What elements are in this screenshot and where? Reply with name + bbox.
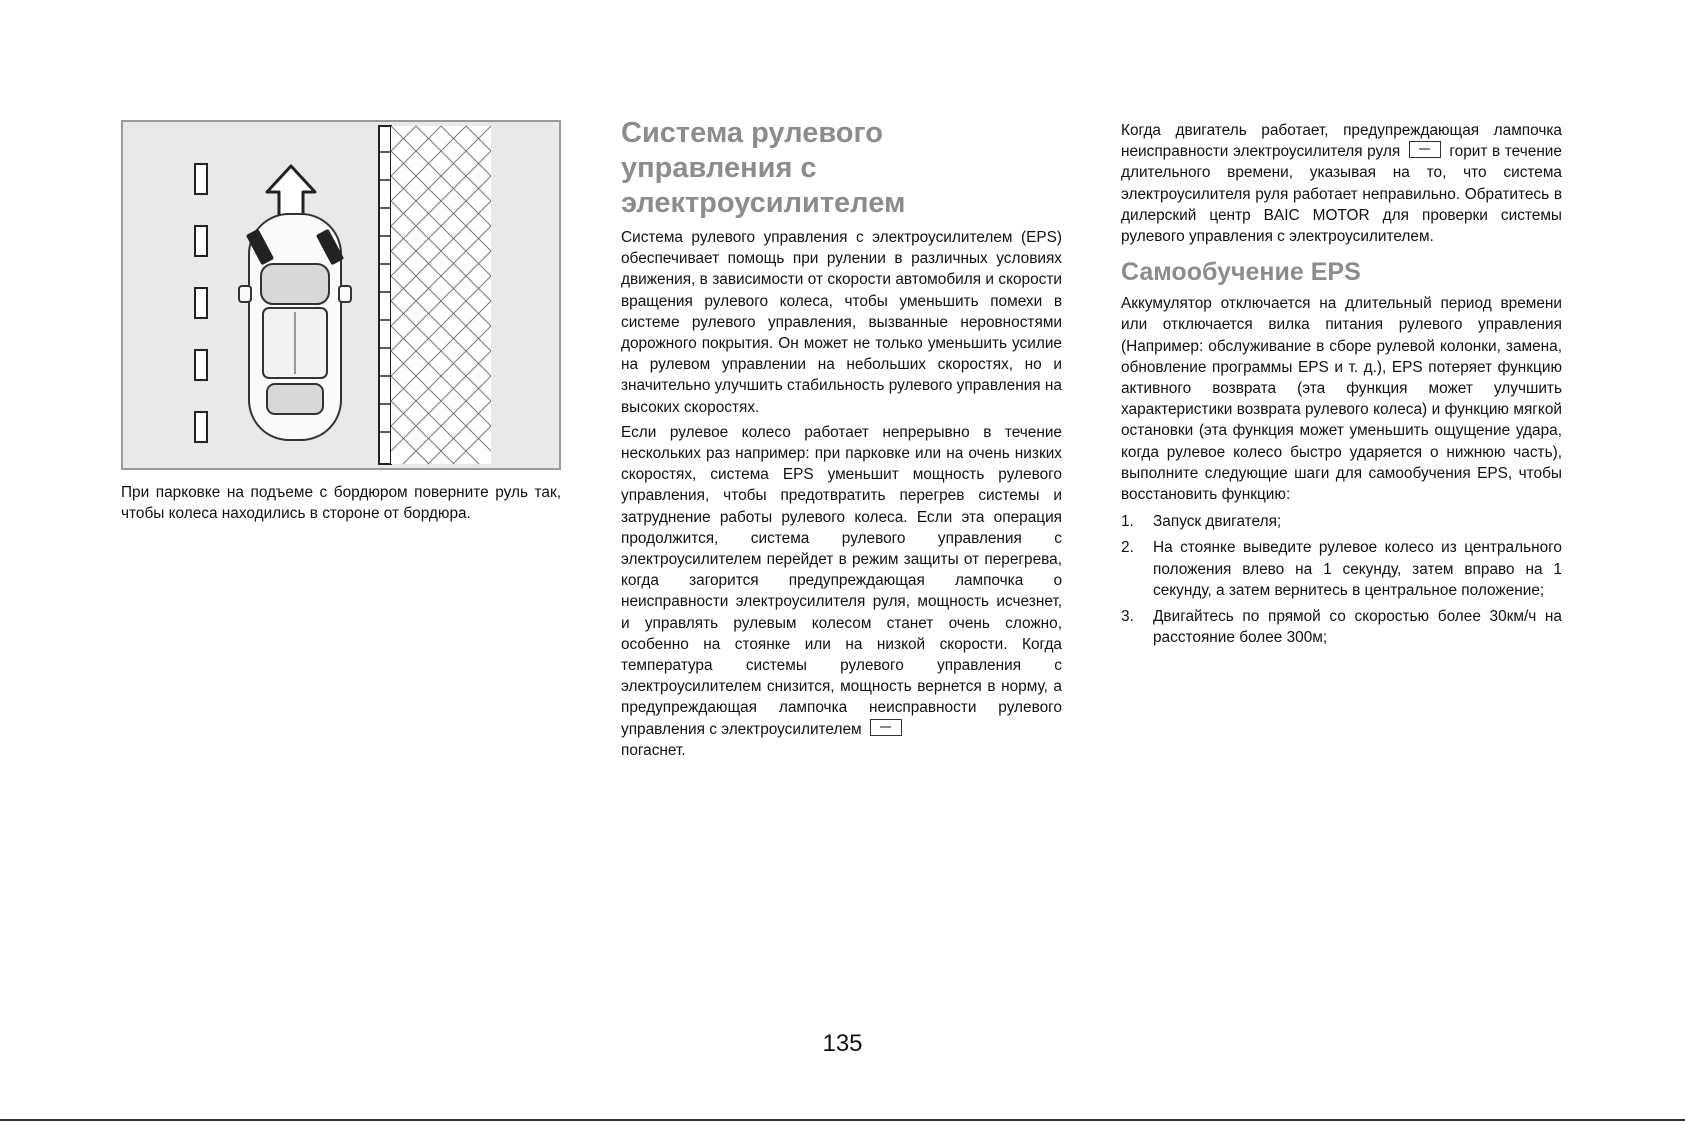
paragraph-overheat-end: погаснет. bbox=[621, 741, 686, 759]
left-column bbox=[121, 120, 561, 524]
step-number: 2. bbox=[1121, 539, 1134, 557]
list-item bbox=[1121, 606, 1562, 648]
subsection-title: Самообучение EPS bbox=[1121, 258, 1361, 287]
step-text: Запуск двигателя; bbox=[1153, 513, 1282, 531]
list-item bbox=[1121, 537, 1562, 601]
bottom-divider bbox=[0, 1119, 1685, 1121]
paragraph-warning-lamp bbox=[1121, 120, 1562, 247]
self-learning-steps bbox=[1121, 511, 1562, 648]
step-number: 3. bbox=[1121, 608, 1134, 626]
right-column bbox=[1121, 120, 1562, 653]
middle-column bbox=[621, 116, 1062, 765]
parking-illustration bbox=[121, 120, 561, 470]
step-number: 1. bbox=[1121, 513, 1134, 531]
parking-on-slope-icon bbox=[123, 122, 559, 468]
list-item bbox=[1121, 511, 1562, 532]
paragraph-eps-intro: Система рулевого управления с электроусилителем (EPS) обеспечивает помощь при рулении в различных условиях движения, в зависимости от скорости автомобиля и скорости вращения рулевого колеса, чтобы уменьшить помехи в системе рулевого управления, вызванные неровностями дорожного покрытия. Он может не только уменьшить усилие на рулевом управлении на небольших скоростях, но и значительно улучшить стабильность рулевого управления на высоких скоростях. bbox=[621, 229, 1062, 416]
page-number: 135 bbox=[822, 1030, 863, 1057]
paragraph-warning-lamp-b: горит в течение длительного времени, указывая на то, что система электроусилителя руля работает неправильно. Обратитесь в дилерский центр BAIC MOTOR для проверки системы рулевого управления с электроусилителем. bbox=[1121, 143, 1562, 246]
paragraph-warning-lamp-a: Когда двигатель работает, предупреждающая лампочка неисправности электроусилителя руля bbox=[1121, 122, 1562, 161]
paragraph-self-learning: Аккумулятор отключается на длительный период времени или отключается вилка питания рулевого управления (Например: обслуживание в сборе рулевой колонки, замена, обновление программы EPS и т. д.), EPS потеряет функцию активного возврата (эта функция может улучшить характеристики возврата рулевого колеса) и функцию мягкой остановки (эта функция может уменьшить ощущение удара, когда рулевое колесо быстро ударяется о нижнюю часть), выполните следующие шаги для самообучения EPS, чтобы восстановить функцию: bbox=[1121, 295, 1562, 504]
paragraph-overheat bbox=[621, 422, 1062, 761]
step-text: На стоянке выведите рулевое колесо из центрального положения влево на 1 секунду, затем вправо на 1 секунду, а затем вернитесь в центральное положение; bbox=[1153, 539, 1562, 599]
paragraph-overheat-text: Если рулевое колесо работает непрерывно в течение нескольких раз например: при парковке или на очень низких скоростях, система EPS уменьшит мощность рулевого управления, чтобы предотвратить перегрев системы и затруднение работы рулевого колеса. Если эта операция продолжится, система рулевого управления с электроусилителем перейдет в режим защиты от перегрева, когда загорится предупреждающая лампочка о неисправности электроусилителя руля, мощность исчезнет, и управлять рулевым колесом станет очень сложно, особенно на стоянке или на низкой скорости. Когда температура системы рулевого управления с электроусилителем снизится, мощность вернется в норму, а предупреждающая лампочка неисправности рулевого управления с электроусилителем bbox=[621, 423, 1062, 738]
section-title: Система рулевого управления с электроусилителем bbox=[621, 117, 906, 219]
step-text: Двигайтесь по прямой со скоростью более 30км/ч на расстояние более 300м; bbox=[1153, 608, 1562, 647]
eps-warning-lamp-icon bbox=[1409, 141, 1441, 158]
eps-warning-lamp-icon bbox=[870, 719, 902, 736]
figure-caption: При парковке на подъеме с бордюром поверните руль так, чтобы колеса находились в стороне от бордюра. bbox=[121, 484, 561, 523]
